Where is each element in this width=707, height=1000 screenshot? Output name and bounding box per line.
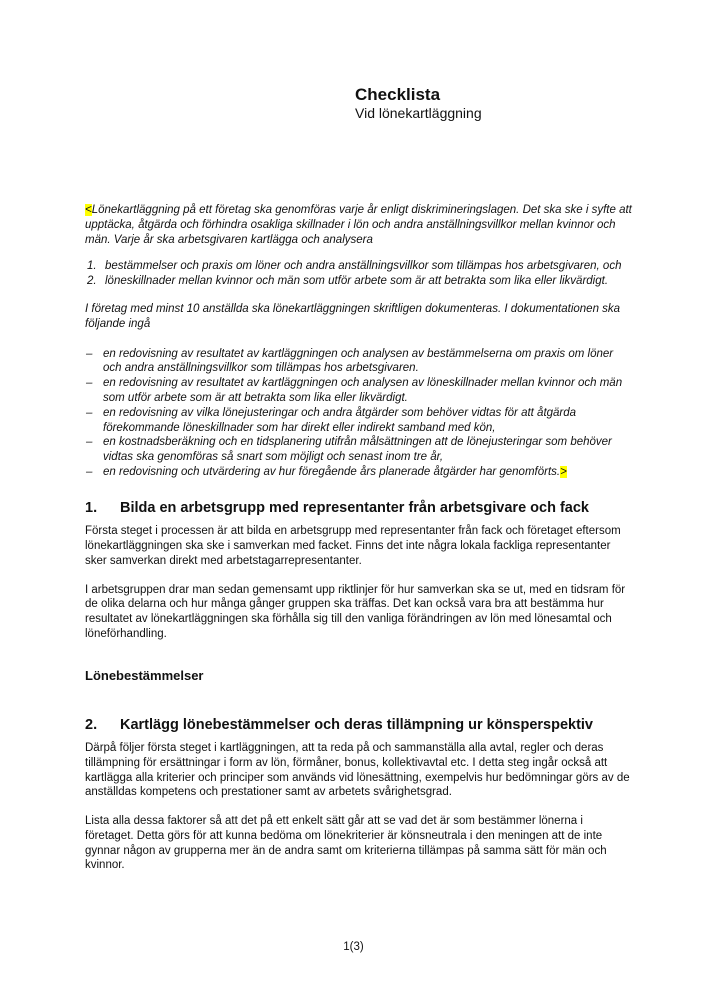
intro-paragraph-text: Lönekartläggning på ett företag ska genomföras varje år enligt diskrimineringslagen. Det ska ske i syfte att upptäcka, åtgärda och förhindra osakliga skillnader i lön och andra anställningsvillkor mellan kvinnor och män. Varje år ska arbetsgivaren kartlägga och analysera	[85, 204, 632, 246]
list-item-text: en redovisning och utvärdering av hur föregående års planerade åtgärder har genomförts.	[103, 465, 561, 478]
section-1-paragraph: I arbetsgruppen drar man sedan gemensamt upp riktlinjer för hur samverkan ska se ut, med en tidsram för de olika delarna och hur många gånger gruppen ska träffas. Det kan också vara bra att bestämma hur resultatet av lönekartläggningen ska förhålla sig till den vanliga förändringen av lön med lönesamtal och löneförhandling.	[85, 583, 626, 640]
document-title: Checklista	[355, 85, 441, 104]
dash-marker: –	[86, 406, 93, 419]
page-number: 1(3)	[343, 941, 364, 953]
numbered-list-item	[85, 274, 632, 289]
highlight-open-mark: <	[85, 204, 92, 216]
subheading-lonebestammelser: Lönebestämmelser	[85, 667, 204, 683]
list-item-text: en redovisning av vilka lönejusteringar och andra åtgärder som behöver vidtas för att åtgärda förekommande löneskillnader som har direkt eller indirekt samband med kön,	[103, 406, 577, 434]
dash-list-item	[85, 376, 632, 406]
documentation-paragraph: I företag med minst 10 anställda ska lönekartläggningen skriftligen dokumenteras. I dokumentationen ska följande ingå	[85, 302, 621, 330]
dash-list-item	[85, 435, 632, 465]
title-block	[355, 85, 482, 121]
section-2-paragraph: Därpå följer första steget i kartläggningen, att ta reda på och sammanställa alla avtal, regler och deras tillämpning för ersättningar i form av lön, förmåner, bonus, kollektivavtal etc. I detta steg ingår också att kartlägga alla kriterier och principer som används vid lönesättning, exempelvis hur bedömningar görs av de anställdas kompetens och prestationer samt av arbetets svårighetsgrad.	[85, 741, 630, 799]
list-item-text: bestämmelser och praxis om löner och andra anställningsvillkor som tillämpas hos arbetsgivaren, och	[105, 260, 622, 273]
highlight-close-mark: >	[560, 465, 567, 478]
list-item-text: en redovisning av resultatet av kartläggningen och analysen av bestämmelserna om praxis om löner och andra anställningsvillkor som tillämpas hos arbetsgivaren.	[103, 347, 614, 375]
document-body	[85, 203, 632, 887]
numbered-list-item	[85, 259, 632, 274]
list-number: 1.	[87, 260, 97, 273]
dash-list-item	[85, 465, 632, 480]
list-item-text: en redovisning av resultatet av kartläggningen och analysen av löneskillnader mellan kvinnor och män som utför arbete som är att betrakta som lika eller likvärdigt.	[103, 377, 623, 404]
intro-paragraph	[85, 203, 632, 247]
dash-list-item	[85, 406, 632, 436]
dash-marker: –	[86, 347, 93, 360]
section-heading-text: Kartlägg lönebestämmelser och deras tillämpning ur könsperspektiv	[120, 716, 593, 733]
section-heading-2	[85, 717, 632, 734]
section-heading-1	[85, 500, 632, 517]
list-item-text: löneskillnader mellan kvinnor och män som utför arbete som är att betrakta som lika eller likvärdigt.	[105, 275, 609, 288]
section-number: 2.	[85, 716, 98, 733]
list-number: 2.	[87, 275, 97, 288]
list-item-text: en kostnadsberäkning och en tidsplanering utifrån målsättningen att de lönejusteringar som behöver vidtas ska genomföras så snart som möjligt och senast inom tre år,	[103, 436, 612, 464]
section-2-paragraph: Lista alla dessa faktorer så att det på ett enkelt sätt går att se vad det är som bestämmer lönerna i företaget. Detta görs för att kunna bedöma om lönekriterier är könsneutrala i den meningen att de inte gynnar någon av grupperna mer än de andra samt om kriterierna tillämpas på samma sätt för män och kvinnor.	[85, 815, 607, 872]
dash-marker: –	[86, 465, 93, 478]
dash-list	[85, 347, 632, 480]
section-heading-text: Bilda en arbetsgrupp med representanter från arbetsgivare och fack	[120, 499, 589, 516]
dash-marker: –	[86, 377, 93, 390]
document-subtitle: Vid lönekartläggning	[355, 104, 482, 121]
section-1-paragraph: Första steget i processen är att bilda en arbetsgrupp med representanter från fack och företaget eftersom lönekartläggningen ska ske i samverkan med facket. Finns det inte några lokala fackliga representanter sker samverkan direkt med arbetstagarrepresentanter.	[85, 525, 621, 567]
dash-marker: –	[86, 436, 93, 449]
section-number: 1.	[85, 499, 98, 516]
dash-list-item	[85, 347, 632, 377]
numbered-list	[85, 259, 632, 289]
